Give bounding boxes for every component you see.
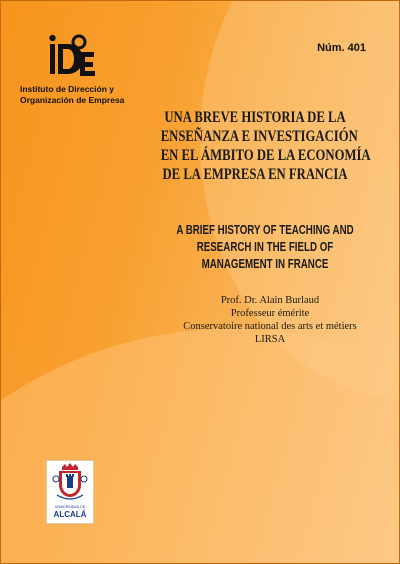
author-name: Prof. Dr. Alain Burlaud	[220, 295, 320, 306]
title-line: EN EL ÁMBITO DE LA ECONOMÍA	[160, 147, 371, 164]
university-caption-name: ALCALÁ	[53, 510, 87, 519]
institute-line: Organización de Empresa	[20, 95, 125, 105]
institute-line: Instituto de Dirección y	[20, 84, 114, 94]
author-lab: LIRSA	[254, 334, 286, 345]
title-line: ENSEÑANZA E INVESTIGACIÓN	[160, 128, 358, 145]
university-caption-top: UNIVERSIDAD DE	[54, 505, 86, 509]
university-crest-icon	[47, 461, 93, 505]
idoe-logo	[46, 32, 98, 80]
english-title	[175, 222, 354, 273]
institute-name	[20, 84, 160, 106]
title-line: A BRIEF HISTORY OF TEACHING AND	[176, 223, 354, 237]
spanish-title	[160, 108, 371, 184]
author-institution: Conservatoire national des arts et métiers	[183, 321, 357, 332]
title-line: MANAGEMENT IN FRANCE	[201, 257, 329, 271]
author-position: Professeur émérite	[230, 308, 310, 319]
title-line: UNA BREVE HISTORIA DE LA	[164, 109, 346, 126]
author-block	[160, 294, 380, 346]
title-line: DE LA EMPRESA EN FRANCIA	[162, 166, 348, 183]
title-line: RESEARCH IN THE FIELD OF	[196, 240, 334, 254]
issue-number: Núm. 401	[317, 42, 366, 54]
university-seal	[46, 460, 94, 524]
